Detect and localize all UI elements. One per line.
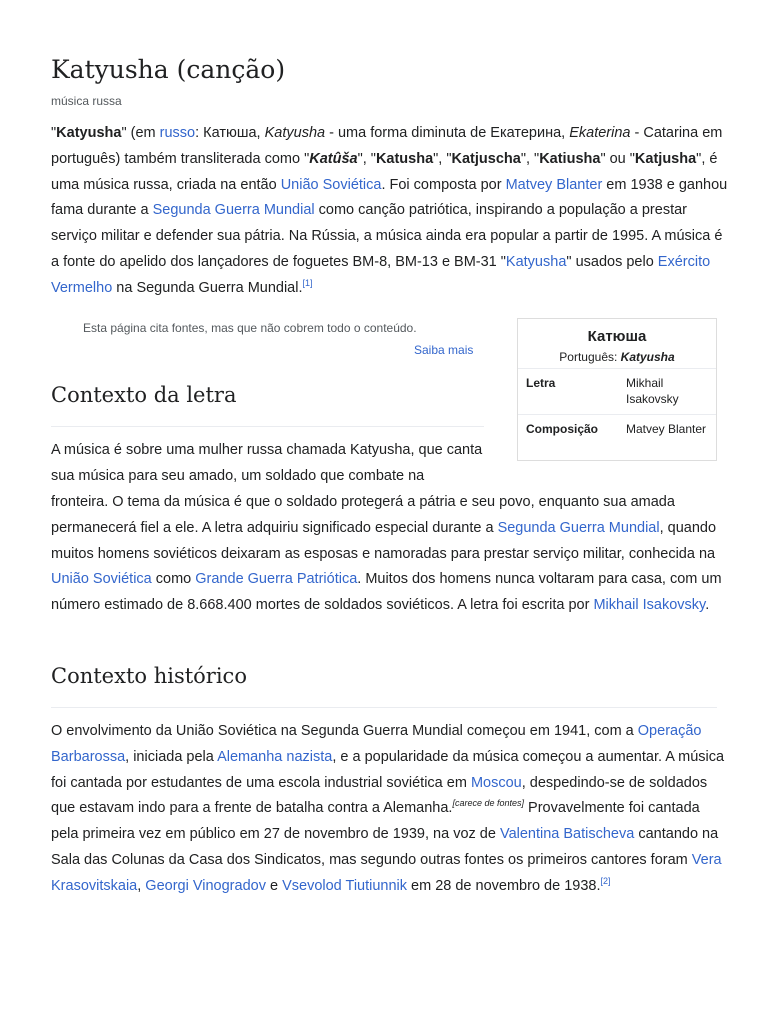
- infobox-key: Composição: [526, 422, 599, 436]
- infobox-lang-label: Português:: [559, 350, 621, 364]
- infobox-lang-value: Katyusha: [620, 350, 675, 364]
- section-heading-letra: Contexto da letra: [51, 383, 237, 407]
- link-uniao-sovietica[interactable]: União Soviética: [51, 571, 152, 588]
- bold-term-katyusha: Katyusha: [56, 125, 122, 141]
- text: ": [51, 125, 57, 141]
- historico-paragraph: [51, 719, 731, 900]
- text: O envolvimento da União Soviética na Segunda Guerra Mundial começou em 1941, com a: [51, 723, 638, 739]
- italic-katyusha: Katyusha: [264, 125, 326, 141]
- text: como canção patriótica, inspirando a população a prestar serviço militar e defender sua pátria. Na Rússia, a música ainda era popular a partir de 1995. A música é a fonte do apelido dos lançadores de foguetes BM-8, BM-13 e BM-31 ": [51, 202, 723, 270]
- text: - Catarina em português) também transliterada como ": [51, 125, 723, 167]
- link-mikhail-isakovsky[interactable]: Mikhail Isakovsky: [593, 597, 706, 614]
- text: " ou ": [600, 150, 635, 167]
- italic-ekaterina: Ekaterina: [569, 125, 631, 141]
- text: . Foi composta por: [381, 176, 506, 193]
- infobox-row-letra: [518, 368, 716, 415]
- infobox-title: Катюша: [587, 328, 647, 345]
- text: fronteira. O tema da música é que o soldado protegerá a pátria e seu povo, enquanto sua amada permanecerá fiel a ele. A letra adquiriu significado especial durante a: [51, 494, 675, 536]
- link-valentina-batischeva[interactable]: Valentina Batischeva: [499, 826, 635, 843]
- link-segunda-guerra-mundial[interactable]: Segunda Guerra Mundial: [497, 519, 660, 536]
- text: " (em: [121, 125, 160, 141]
- bold-italic-katusa: Katûša: [309, 150, 358, 167]
- link-russo[interactable]: russo: [159, 125, 196, 141]
- letra-paragraph: [51, 490, 731, 619]
- link-moscou[interactable]: Moscou: [470, 774, 522, 791]
- link-grande-guerra-patriotica[interactable]: Grande Guerra Patriótica: [195, 571, 358, 588]
- text: ", ": [433, 150, 452, 167]
- bold-katjuscha: Katjuscha: [451, 150, 521, 167]
- text: ", é uma música russa, criada na então: [51, 150, 718, 193]
- link-vera-krasovitskaia[interactable]: Vera Krasovitskaia: [51, 851, 722, 894]
- section-heading-historico: Contexto histórico: [51, 664, 247, 688]
- link-katyusha[interactable]: Katyusha: [505, 253, 567, 270]
- link-operacao-barbarossa[interactable]: Operação Barbarossa: [51, 723, 702, 765]
- text: , despedindo-se de soldados que estavam indo para a frente de batalha contra a Alemanha.: [51, 774, 708, 817]
- text: , iniciada pela: [125, 748, 218, 765]
- infobox-subtitle: [518, 350, 716, 364]
- page-title: Katyusha (canção): [51, 55, 286, 84]
- text: em 1938 e ganhou fama durante a: [51, 176, 728, 219]
- text: - uma forma diminuta de Екатерина,: [325, 125, 570, 141]
- bold-katjusha: Katjusha: [634, 150, 697, 167]
- section-divider: [51, 426, 484, 427]
- section-divider: [51, 707, 717, 708]
- text: " usados pelo: [566, 253, 658, 270]
- text: e: [265, 877, 283, 894]
- bold-katiusha: Katiusha: [539, 150, 601, 167]
- text: , quando muitos homens soviéticos deixaram as esposas e namoradas para prestar serviço militar, conhecida na: [51, 519, 717, 562]
- link-uniao-sovietica[interactable]: União Soviética: [280, 176, 382, 193]
- page-subtitle: música russa: [51, 94, 122, 108]
- text: ", ": [520, 150, 540, 167]
- text: , e a popularidade da música começou a aumentar. A música foi cantada por estudantes de uma escola industrial soviética em: [51, 748, 725, 791]
- text: ,: [137, 877, 146, 894]
- reference-2[interactable]: [2]: [600, 875, 611, 886]
- text: cantando na Sala das Colunas da Casa dos Sindicatos, mas segundo outras fontes os primeiros cantores foram: [51, 826, 719, 868]
- reference-1[interactable]: [1]: [302, 277, 313, 288]
- sources-notice: Esta página cita fontes, mas que não cobrem todo o conteúdo.: [83, 321, 417, 335]
- text: na Segunda Guerra Mundial.: [112, 279, 303, 296]
- link-segunda-guerra-mundial[interactable]: Segunda Guerra Mundial: [152, 202, 315, 219]
- link-vsevolod-tiutiunnik[interactable]: Vsevolod Tiutiunnik: [282, 877, 408, 894]
- text: : Катюша,: [195, 125, 265, 141]
- saiba-mais-link[interactable]: Saiba mais: [414, 343, 474, 357]
- letra-paragraph-wrapped: A música é sobre uma mulher russa chamada Katyusha, que canta sua música para seu amado, um soldado que combate na: [51, 442, 483, 484]
- link-georgi-vinogradov[interactable]: Georgi Vinogradov: [145, 877, 266, 894]
- infobox-key: Letra: [526, 376, 556, 390]
- text: ", ": [357, 150, 376, 167]
- citation-needed-tag[interactable]: [carece de fontes]: [452, 798, 524, 809]
- text: em 28 de novembro de 1938.: [407, 877, 601, 894]
- intro-paragraph: [51, 121, 731, 302]
- bold-katusha: Katusha: [375, 150, 434, 167]
- infobox: [517, 318, 717, 461]
- link-exercito-vermelho[interactable]: Exército Vermelho: [51, 253, 711, 296]
- text: Provavelmente foi cantada pela primeira vez em público em 27 de novembro de 1939, na voz de: [51, 800, 700, 843]
- link-matvey-blanter[interactable]: Matvey Blanter: [505, 176, 603, 193]
- text: .: [705, 597, 710, 614]
- link-alemanha-nazista[interactable]: Alemanha nazista: [217, 748, 333, 765]
- text: como: [151, 571, 196, 588]
- infobox-row-composicao: [518, 414, 716, 461]
- infobox-value: Matvey Blanter: [626, 422, 707, 436]
- text: . Muitos dos homens nunca voltaram para casa, com um número estimado de 8.668.400 mortes de soldados soviéticos. A letra foi escrita por: [51, 571, 722, 614]
- infobox-value: Mikhail Isakovsky: [626, 376, 679, 406]
